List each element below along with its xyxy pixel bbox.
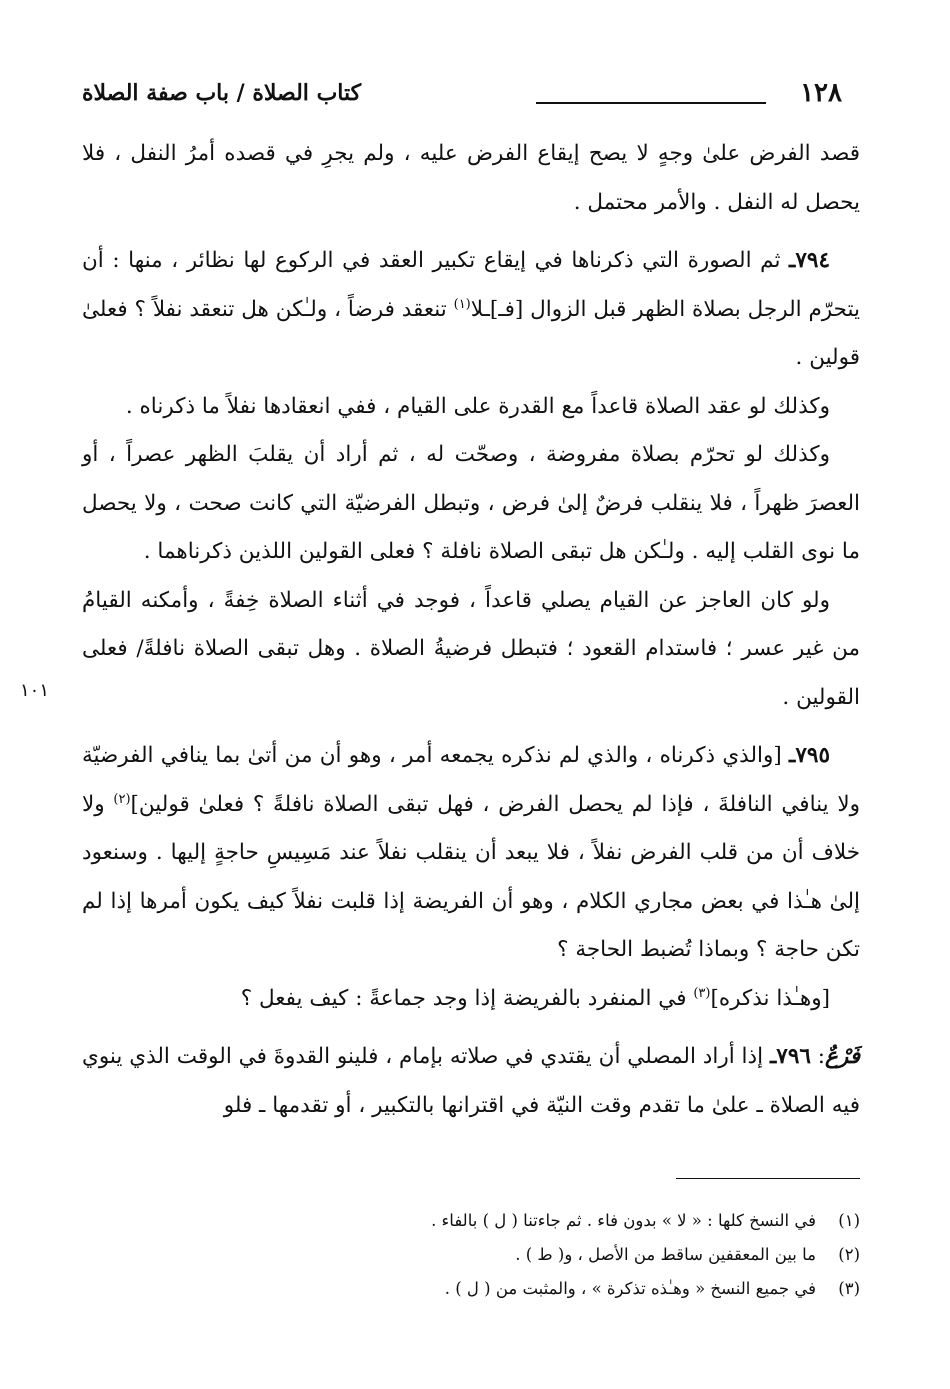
running-title: كتاب الصلاة / باب صفة الصلاة: [82, 80, 362, 106]
paragraph-continued: قصد الفرض علىٰ وجهٍ لا يصح إيقاع الفرض عليه ، ولم يجرِ في قصده أمرُ النفل ، فلا يحصل له النفل . والأمر محتمل .: [82, 141, 860, 215]
footnote-ref[interactable]: (٢): [113, 791, 131, 807]
page-number: ١٢٨: [800, 78, 842, 108]
footnote: [120, 1238, 860, 1272]
paragraph-796: فَرْعٌ: ٧٩٦ـ إذا أراد المصلي أن يقتدي في صلاته بإمام ، فلينو القدوةَ في الوقت الذي ينوي فيه الصلاة ـ علىٰ ما تقدم وقت النيّة في اقترانها بالتكبير ، أو تقدمها ـ فلو: [82, 1044, 861, 1118]
footnote-text: في النسخ كلها : « لا » بدون فاء . ثم جاءتنا ( ل ) بالفاء .: [431, 1211, 816, 1230]
footnote: [120, 1204, 860, 1238]
paragraph-794: ٧٩٤ـ ثم الصورة التي ذكرناها في إيقاع تكبير العقد في الركوع لها نظائر ، منها : أن يتحرّم الرجل بصلاة الظهر قبل الزوال [فـ]ـلا$^{(١)}$ تنعقد فرضاً ، ولـٰكن هل تنعقد نفلاً ؟ فعلىٰ قولين .: [82, 248, 860, 370]
paragraph-number: ٧٩٦ـ: [769, 1044, 811, 1069]
far-label: فَرْعٌ: [825, 1044, 861, 1069]
main-text: [82, 130, 860, 1130]
footnote: [120, 1272, 860, 1306]
paragraph-number: ٧٩٤ـ: [789, 248, 830, 273]
paragraph-795: ٧٩٥ـ [والذي ذكرناه ، والذي لم نذكره يجمعه أمر ، وهو أن من أتىٰ بما ينافي الفرضيّة ولا ينافي النافلةَ ، فإذا لم يحصل الفرض ، فهل تبقى الصلاة نافلةً ؟ فعلىٰ قولين]$^{(٢)}$ ولا خلاف أن من قلب الفرض نفلاً ، فلا يبعد أن ينقلب نفلاً عند مَسِيسِ حاجةٍ إليها . وسنعود إلىٰ هـٰذا في بعض مجاري الكلام ، وهو أن الفريضة إذا قلبت نفلاً كيف يكون أمرها إذا لم تكن حاجة ؟ وبماذا تُضبط الحاجة ؟: [82, 743, 860, 962]
footnote-number: (٣): [838, 1279, 860, 1298]
paragraph: وكذلك لو عقد الصلاة قاعداً مع القدرة على القيام ، ففي انعقادها نفلاً ما ذكرناه .: [125, 393, 830, 419]
footnote-text: ما بين المعقفين ساقط من الأصل ، و( ط ) .: [515, 1245, 816, 1264]
running-header: [82, 78, 842, 118]
footnote-separator: [676, 1178, 860, 1179]
footnote-ref[interactable]: (٣): [693, 985, 711, 1001]
header-rule: [536, 102, 766, 104]
margin-folio-number: ١٠١: [20, 680, 50, 701]
footnote-number: (١): [838, 1211, 860, 1230]
footnote-ref[interactable]: (١): [453, 296, 471, 312]
paragraph-number: ٧٩٥ـ: [789, 743, 830, 768]
footnotes: [120, 1204, 860, 1306]
paragraph: وكذلك لو تحرّم بصلاة مفروضة ، وصحّت له ، ثم أراد أن يقلبَ الظهر عصراً ، أو العصرَ ظهراً ، فلا ينقلب فرضٌ إلىٰ فرض ، وتبطل الفرضيّة التي كانت صحت ، ولا يحصل ما نوى القلب إليه . ولـٰكن هل تبقى الصلاة نافلة ؟ فعلى القولين اللذين ذكرناهما .: [82, 442, 860, 564]
footnote-number: (٢): [838, 1245, 860, 1264]
footnote-text: في جميع النسخ « وهـٰذه تذكرة » ، والمثبت من ( ل ) .: [444, 1279, 816, 1298]
paragraph: ولو كان العاجز عن القيام يصلي قاعداً ، فوجد في أثناء الصلاة خِفةً ، وأمكنه القيامُ من غير عسر ؛ فاستدام القعود ؛ فتبطل فرضيةُ الصلاة . وهل تبقى الصلاة نافلةً/ فعلى القولين .: [82, 587, 860, 710]
paragraph: [وهـٰذا نذكره]$^{(٣)}$ في المنفرد بالفريضة إذا وجد جماعةً : كيف يفعل ؟: [240, 985, 830, 1011]
